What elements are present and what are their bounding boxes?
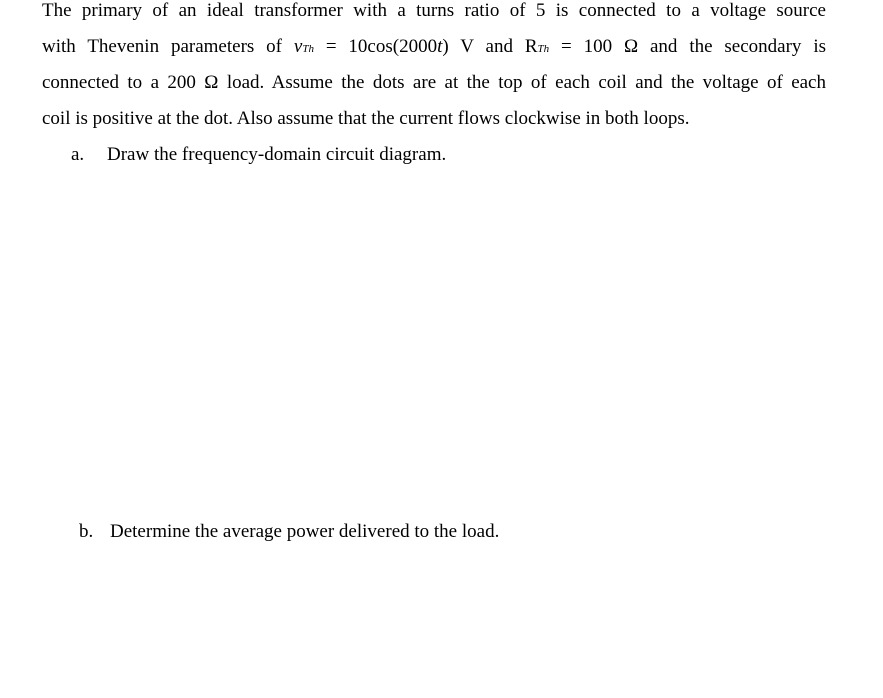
question-b-letter: b. [79, 521, 94, 542]
v-symbol: v [293, 36, 303, 57]
line2-mid1: = 10cos(2000 [313, 36, 438, 57]
v-subscript: Th [302, 43, 314, 55]
problem-line-4: coil is positive at the dot. Also assume that the current flows clockwise in both loops. [42, 108, 690, 129]
t-symbol: t [437, 36, 443, 57]
line2-mid2: ) V and R [442, 36, 538, 57]
problem-line-2 [42, 36, 826, 60]
question-b-text: Determine the average power delivered to the load. [110, 521, 500, 542]
r-subscript: Th [537, 43, 550, 55]
question-a-text: Draw the frequency-domain circuit diagram. [107, 144, 447, 165]
problem-line-1: The primary of an ideal transformer with a turns ratio of 5 is connected to a voltage source [42, 0, 826, 21]
question-a-letter: a. [71, 144, 85, 165]
problem-line-3: connected to a 200 Ω load. Assume the dots are at the top of each coil and the voltage of each [42, 72, 826, 93]
line2-pre: with Thevenin parameters of [42, 36, 294, 57]
line2-post: = 100 Ω and the secondary is [549, 36, 826, 57]
